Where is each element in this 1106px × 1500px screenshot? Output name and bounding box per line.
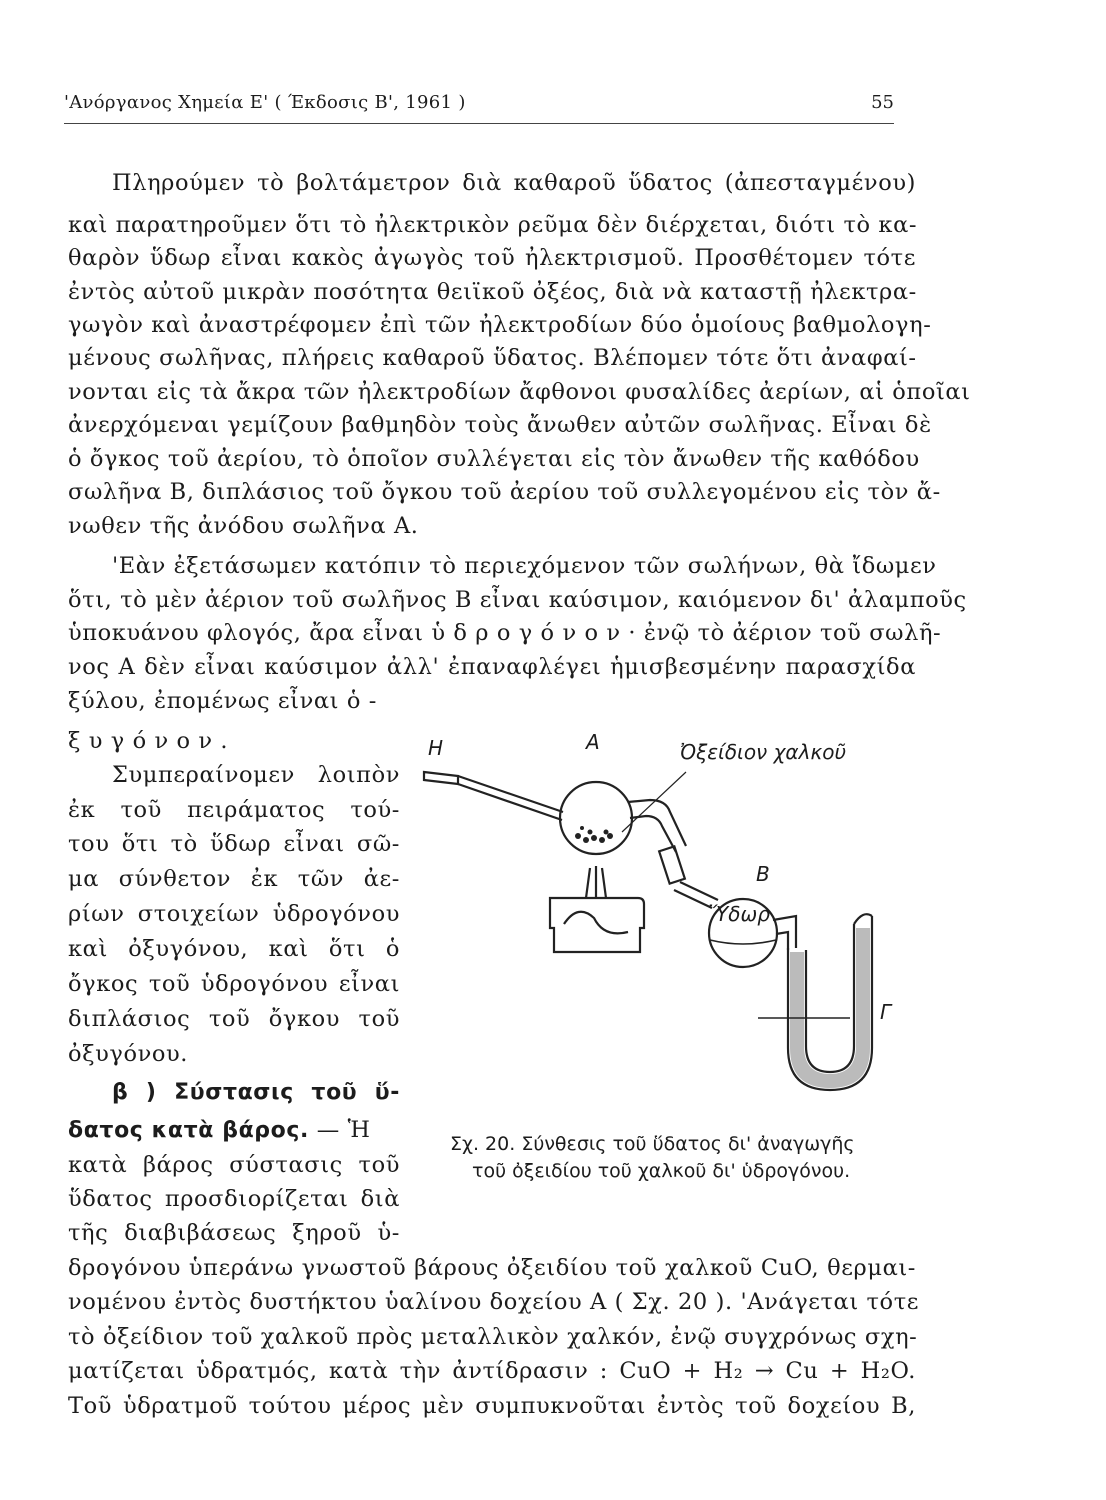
page-number: 55 bbox=[871, 92, 894, 113]
text-line: του ὅτι τὸ ὕδωρ εἶναι σῶ- bbox=[68, 831, 400, 857]
section-heading: β ) Σύστασις τοῦ ὕ- bbox=[112, 1080, 400, 1105]
flask-a bbox=[560, 782, 632, 854]
text-line: ὄγκος τοῦ ὑδρογόνου εἶναι bbox=[68, 971, 400, 997]
text-line: δρογόνου ὑπεράνω γνωστοῦ βάρους ὀξειδίου τοῦ χαλκοῦ CuO, θερμαι- bbox=[68, 1255, 916, 1281]
burner-hose bbox=[564, 912, 628, 934]
flask-a-neck bbox=[628, 800, 686, 852]
text-line: τὸ ὀξείδιον τοῦ χαλκοῦ πρὸς μεταλλικὸν χαλκόν, ἐνῷ συγχρόνως σχη- bbox=[68, 1324, 918, 1350]
copper-oxide-granules bbox=[575, 826, 613, 843]
text-line: 'Εὰν ἐξετάσωμεν κατόπιν τὸ περιεχόμενον τῶν σωλήνων, θὰ ἴδωμεν bbox=[112, 553, 937, 579]
text-line: νομένου ἐντὸς δυστήκτου ὑαλίνου δοχείου Α ( Σχ. 20 ). 'Ανάγεται τότε bbox=[68, 1289, 920, 1315]
section-heading-bold: δατος κατὰ βάρος. bbox=[68, 1118, 309, 1143]
text-line: καὶ παρατηροῦμεν ὅτι τὸ ἠλεκτρικὸν ρεῦμα δὲν διέρχεται, διότι τὸ κα- bbox=[68, 212, 918, 238]
label-b: B bbox=[756, 862, 770, 886]
label-oxide: Ὀξείδιον χαλκοῦ bbox=[680, 740, 847, 764]
label-g: Γ bbox=[880, 1000, 892, 1024]
text-line: κατὰ βάρος σύστασις τοῦ bbox=[68, 1152, 400, 1178]
inlet-tube bbox=[424, 772, 458, 784]
text-line: νονται εἰς τὰ ἄκρα τῶν ἠλεκτροδίων ἄφθονοι φυσαλίδες ἀερίων, αἱ ὁποῖαι bbox=[68, 379, 971, 405]
section-heading-rest: — Ἡ bbox=[308, 1117, 371, 1143]
rubber-connector bbox=[659, 846, 685, 883]
u-tube-cap bbox=[854, 914, 872, 924]
burner-body bbox=[550, 898, 644, 952]
text-line: ὑποκυάνου φλογός, ἄρα εἶναι ὑ δ ρ ο γ ό ν ο ν · ἐνῷ τὸ ἀέριον τοῦ σωλῆ- bbox=[68, 620, 942, 646]
burner-flame bbox=[586, 866, 606, 898]
figure-20-apparatus bbox=[418, 728, 938, 1098]
text-line: ξ υ γ ό ν ο ν . bbox=[68, 728, 229, 754]
apparatus-drawing bbox=[418, 728, 938, 1098]
text-line: ἐκ τοῦ πειράματος τού- bbox=[68, 797, 400, 823]
text-line: ὁ ὄγκος τοῦ ἀερίου, τὸ ὁποῖον συλλέγεται εἰς τὸν ἄνωθεν τῆς καθόδου bbox=[68, 446, 920, 472]
text-line: μένους σωλῆνας, πλήρεις καθαροῦ ὕδατος. Βλέπομεν τότε ὅτι ἀναφαί- bbox=[68, 345, 917, 371]
text-line: ρίων στοιχείων ὑδρογόνου bbox=[68, 901, 400, 927]
text-line: ὅτι, τὸ μὲν ἀέριον τοῦ σωλῆνος Β εἶναι καύσιμον, καιόμενον δι' ἀλαμποῦς bbox=[68, 587, 967, 613]
text-line: ὀξυγόνου. bbox=[68, 1041, 189, 1067]
text-line: Συμπεραίνομεν λοιπὸν bbox=[112, 762, 400, 788]
text-line: σωλῆνα Β, διπλάσιος τοῦ ὄγκου τοῦ ἀερίου τοῦ συλλεγομένου εἰς τὸν ἄ- bbox=[68, 479, 941, 505]
flask-b-outlet bbox=[773, 916, 796, 950]
text-line: ξύλου, ἐπομένως εἶναι ὁ - bbox=[68, 688, 377, 714]
text-line: Τοῦ ὑδρατμοῦ τούτου μέρος μὲν συμπυκνοῦται ἐντὸς τοῦ δοχείου Β, bbox=[68, 1393, 916, 1419]
label-a: A bbox=[586, 730, 600, 754]
u-tube-fill bbox=[790, 928, 870, 1088]
text-line: νωθεν τῆς ἀνόδου σωλῆνα Α. bbox=[68, 513, 419, 539]
header-title: 'Ανόργανος Χημεία Ε' ( Έκδοσις Β', 1961 ) bbox=[64, 92, 466, 113]
text-line: ἐντὸς αὐτοῦ μικρὰν ποσότητα θειϊκοῦ ὀξέος, διὰ νὰ καταστῇ ἠλεκτρα- bbox=[68, 279, 917, 305]
text-line: ματίζεται ὑδρατμός, κατὰ τὴν ἀντίδρασιν : CuO + H₂ → Cu + H₂O. bbox=[68, 1358, 916, 1384]
figure-caption-line-1: Σχ. 20. Σύνθεσις τοῦ ὕδατος δι' ἀναγωγῆς bbox=[450, 1133, 855, 1155]
delivery-tube bbox=[458, 776, 563, 820]
text-line: γωγὸν καὶ ἀναστρέφομεν ἐπὶ τῶν ἠλεκτροδίων δύο ὁμοίους βαθμολογη- bbox=[68, 312, 932, 338]
text-line: θαρὸν ὕδωρ εἶναι κακὸς ἀγωγὸς τοῦ ἠλεκτρισμοῦ. Προσθέτομεν τότε bbox=[68, 245, 916, 271]
figure-caption-line-2: τοῦ ὀξειδίου τοῦ χαλκοῦ δι' ὑδρογόνου. bbox=[472, 1160, 851, 1182]
text-line: τῆς διαβιβάσεως ξηροῦ ὑ- bbox=[68, 1220, 400, 1246]
section-heading-line-2 bbox=[68, 1117, 400, 1143]
text-line: Πληρούμεν τὸ βολτάμετρον διὰ καθαροῦ ὕδατος (ἀπεσταγμένου) bbox=[112, 170, 916, 196]
text-line: διπλάσιος τοῦ ὄγκου τοῦ bbox=[68, 1006, 400, 1032]
label-water: Ὕδωρ bbox=[708, 902, 770, 926]
text-line: νος Α δὲν εἶναι καύσιμον ἀλλ' ἐπαναφλέγει ἡμισβεσμένην παρασχίδα bbox=[68, 654, 916, 680]
text-line: ὕδατος προσδιορίζεται διὰ bbox=[68, 1186, 400, 1212]
text-line: ἀνερχόμεναι γεμίζουν βαθμηδὸν τοὺς ἄνωθεν αὐτῶν σωλῆνας. Εἶναι δὲ bbox=[68, 412, 932, 438]
header-rule bbox=[64, 123, 894, 124]
text-line: μα σύνθετον ἐκ τῶν ἀε- bbox=[68, 866, 400, 892]
running-header bbox=[64, 92, 894, 124]
water-level-b bbox=[710, 940, 776, 944]
text-line: καὶ ὀξυγόνου, καὶ ὅτι ὁ bbox=[68, 936, 400, 962]
label-h: H bbox=[428, 736, 444, 760]
u-tube-inner bbox=[806, 924, 854, 1072]
